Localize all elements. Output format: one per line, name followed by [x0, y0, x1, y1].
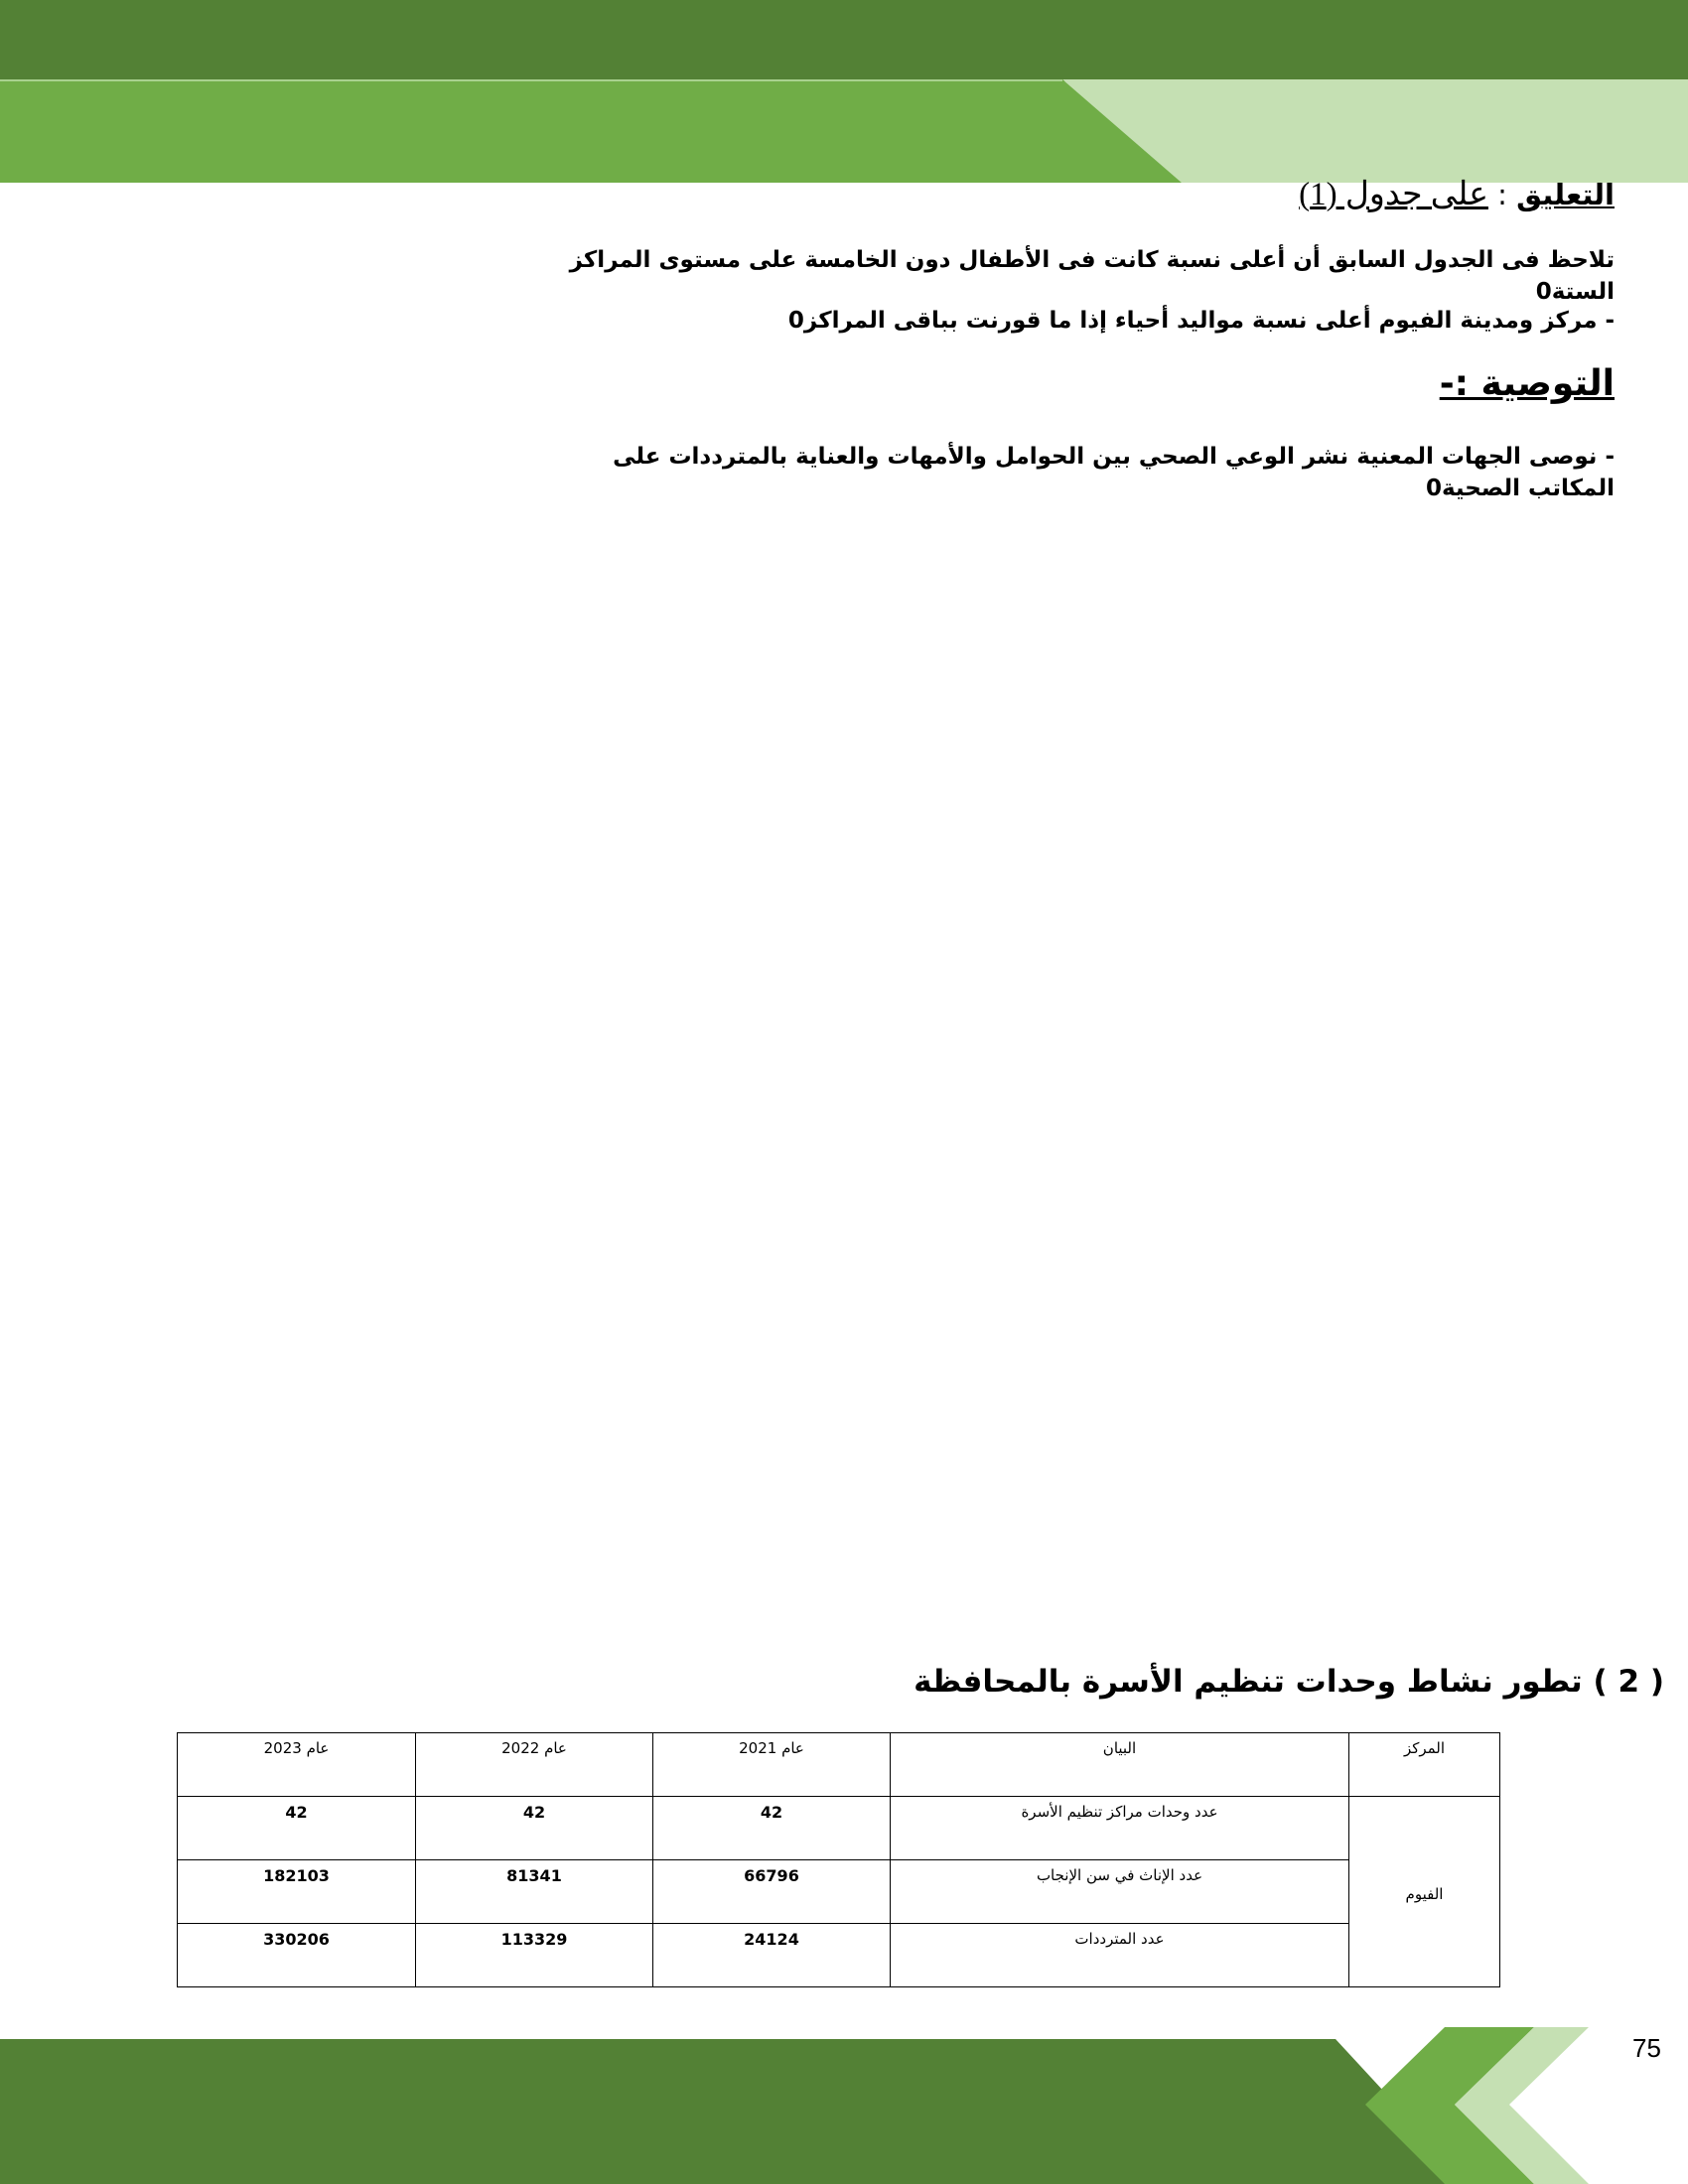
header-2023: عام 2023 — [178, 1733, 416, 1797]
header-mid-band — [0, 79, 1182, 183]
comment-heading-sub: على جدول (1) — [1299, 177, 1488, 212]
row-label: عدد المترددات — [891, 1924, 1349, 1987]
header-dark-band — [0, 0, 1688, 81]
comment-heading — [1019, 175, 1615, 214]
row-label: عدد الإناث في سن الإنجاب — [891, 1860, 1349, 1924]
comment-heading-separator: : — [1497, 178, 1507, 211]
table-header-row — [178, 1733, 1500, 1797]
recommendation-heading: التوصية :- — [1439, 363, 1615, 404]
header-center: المركز — [1349, 1733, 1500, 1797]
cell-2022: 42 — [416, 1797, 653, 1860]
comment-line-2: - مركز ومدينة الفيوم أعلى نسبة مواليد أحياء إذا ما قورنت بباقى المراكز0 — [787, 308, 1615, 334]
table-title: ( 2 ) تطور نشاط وحدات تنظيم الأسرة بالمحافظة — [914, 1664, 1664, 1700]
footer-banner — [0, 2025, 1688, 2184]
header-item: البيان — [891, 1733, 1349, 1797]
cell-2023: 330206 — [178, 1924, 416, 1987]
table-row — [178, 1797, 1500, 1860]
table-row — [178, 1860, 1500, 1924]
comment-heading-label: التعليق — [1516, 178, 1615, 211]
cell-2022: 113329 — [416, 1924, 653, 1987]
header-2022: عام 2022 — [416, 1733, 653, 1797]
cell-2023: 182103 — [178, 1860, 416, 1924]
header-banner — [0, 0, 1688, 189]
cell-2021: 66796 — [653, 1860, 891, 1924]
recommendation-line: - نوصى الجهات المعنية نشر الوعي الصحي بين الحوامل والأمهات والعناية بالمترددات على المكاتب الصحية0 — [613, 444, 1615, 501]
header-2021: عام 2021 — [653, 1733, 891, 1797]
cell-2023: 42 — [178, 1797, 416, 1860]
cell-2022: 81341 — [416, 1860, 653, 1924]
footer-dark-band — [0, 2039, 1470, 2184]
cell-2021: 24124 — [653, 1924, 891, 1987]
cell-2021: 42 — [653, 1797, 891, 1860]
table-row — [178, 1924, 1500, 1987]
page-number: 75 — [1632, 2033, 1661, 2063]
row-label: عدد وحدات مراكز تنظيم الأسرة — [891, 1797, 1349, 1860]
comment-line-1: تلاحظ فى الجدول السابق أن أعلى نسبة كانت فى الأطفال دون الخامسة على مستوى المراكز الستة0 — [569, 247, 1615, 305]
center-name-cell: الفيوم — [1349, 1797, 1500, 1987]
family-planning-table — [177, 1732, 1500, 1987]
